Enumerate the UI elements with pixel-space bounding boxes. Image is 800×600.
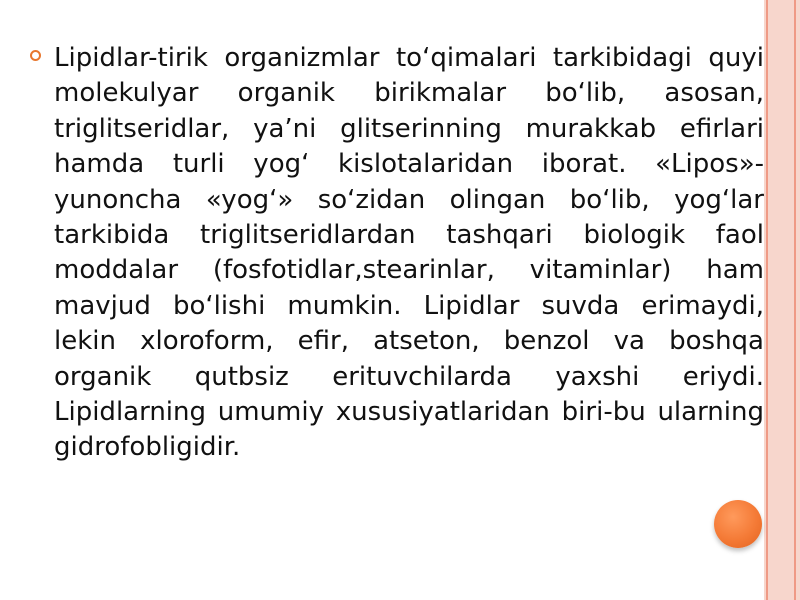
body-paragraph: Lipidlar-tirik organizmlar to‘qimalari tarkibidagi quyi molekulyar organik birikmalar bo‘lib, asosan, triglitseridlar, ya’ni glitserinning murakkab efirlari hamda turli yog‘ kislotalaridan iborat. «Lipos»-yunoncha «yog‘» so‘zidan olingan bo‘lib, yog‘lar tarkibida triglitseridlardan tashqari biologik faol moddalar (fosfotidlar,stearinlar, vitaminlar) ham mavjud bo‘lishi mumkin. Lipidlar suvda erimaydi, lekin xloroform, efir, atseton, benzol va boshqa organik qutbsiz erituvchilarda yaxshi eriydi. Lipidlarning umumiy xususiyatlaridan biri-bu ularning gidrofobligidir. <box>54 43 764 463</box>
orange-circle-decoration <box>714 500 762 548</box>
hollow-circle-bullet-icon <box>30 50 41 61</box>
side-band-line-right <box>794 0 796 600</box>
bullet-list <box>30 41 764 466</box>
side-band-line-left <box>766 0 768 600</box>
